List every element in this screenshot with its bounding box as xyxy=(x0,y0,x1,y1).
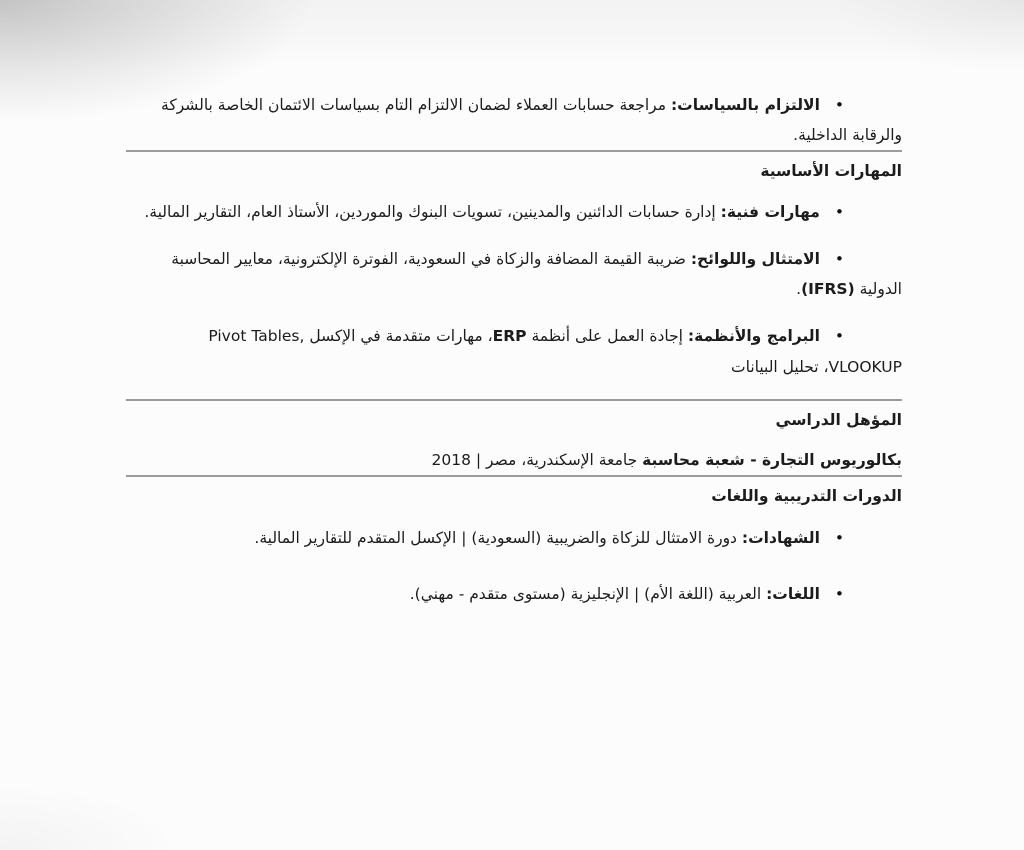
bullet-marker-icon: • xyxy=(834,249,844,268)
education-line xyxy=(126,445,902,475)
ifrs-term: (IFRS) xyxy=(801,280,855,299)
languages-text: العربية (اللغة الأم) | الإنجليزية (مستوى متقدم - مهني). xyxy=(409,584,762,603)
certificates-bullet xyxy=(126,523,902,553)
skills-compliance-suffix: . xyxy=(796,280,802,299)
skills-software-bullet xyxy=(126,321,902,381)
education-degree: بكالوريوس التجارة - شعبة محاسبة xyxy=(642,450,902,469)
training-section-title: الدورات التدريبية واللغات xyxy=(711,487,902,506)
certificates-lead: الشهادات: xyxy=(741,529,820,548)
bullet-marker-icon: • xyxy=(834,96,844,114)
policy-bullet xyxy=(126,90,902,150)
bullet-marker-icon: • xyxy=(834,529,844,548)
skills-technical-bullet xyxy=(126,197,902,227)
skills-compliance-bullet xyxy=(126,244,902,304)
skills-section-title: المهارات الأساسية xyxy=(760,162,902,181)
policy-bullet-text: مراجعة حسابات العملاء لضمان الالتزام التام بسياسات الائتمان الخاصة بالشركة والرقابة الداخلية. xyxy=(161,96,902,145)
languages-bullet xyxy=(126,579,902,609)
skills-list xyxy=(126,197,902,382)
skills-software-lead: البرامج والأنظمة: xyxy=(687,327,820,346)
section-divider xyxy=(126,150,902,152)
certificates-text: دورة الامتثال للزكاة والضريبية (السعودية) | الإكسل المتقدم للتقارير المالية. xyxy=(254,529,737,548)
policy-bullet-lead: الالتزام بالسياسات: xyxy=(670,96,820,114)
skills-compliance-lead: الامتثال واللوائح: xyxy=(690,249,820,268)
skills-software-text-before: إجادة العمل على أنظمة xyxy=(531,327,683,346)
skills-technical-text: إدارة حسابات الدائنين والمدينين، تسويات البنوك والموردين، الأستاذ العام، التقارير المالية. xyxy=(144,202,716,221)
languages-lead: اللغات: xyxy=(766,584,820,603)
skills-software-text-middle: ، مهارات متقدمة في الإكسل xyxy=(309,327,493,346)
section-divider xyxy=(126,475,902,477)
education-section-title: المؤهل الدراسي xyxy=(775,410,902,429)
training-list xyxy=(126,523,902,608)
skills-technical-lead: مهارات فنية: xyxy=(720,202,820,221)
bullet-marker-icon: • xyxy=(834,202,844,221)
erp-term: ERP xyxy=(492,327,527,346)
bullet-marker-icon: • xyxy=(834,327,844,346)
bullet-marker-icon: • xyxy=(834,584,844,603)
skills-software-text-end: ، تحليل البيانات xyxy=(731,357,829,376)
excel-terms: Pivot Tables, VLOOKUP xyxy=(208,327,902,376)
skills-compliance-text: ضريبة القيمة المضافة والزكاة في السعودية، الفوترة الإلكترونية، معايير المحاسبة الدولية xyxy=(171,249,902,299)
education-institution: جامعة الإسكندرية، مصر | 2018 xyxy=(431,450,638,469)
section-divider xyxy=(126,399,902,401)
